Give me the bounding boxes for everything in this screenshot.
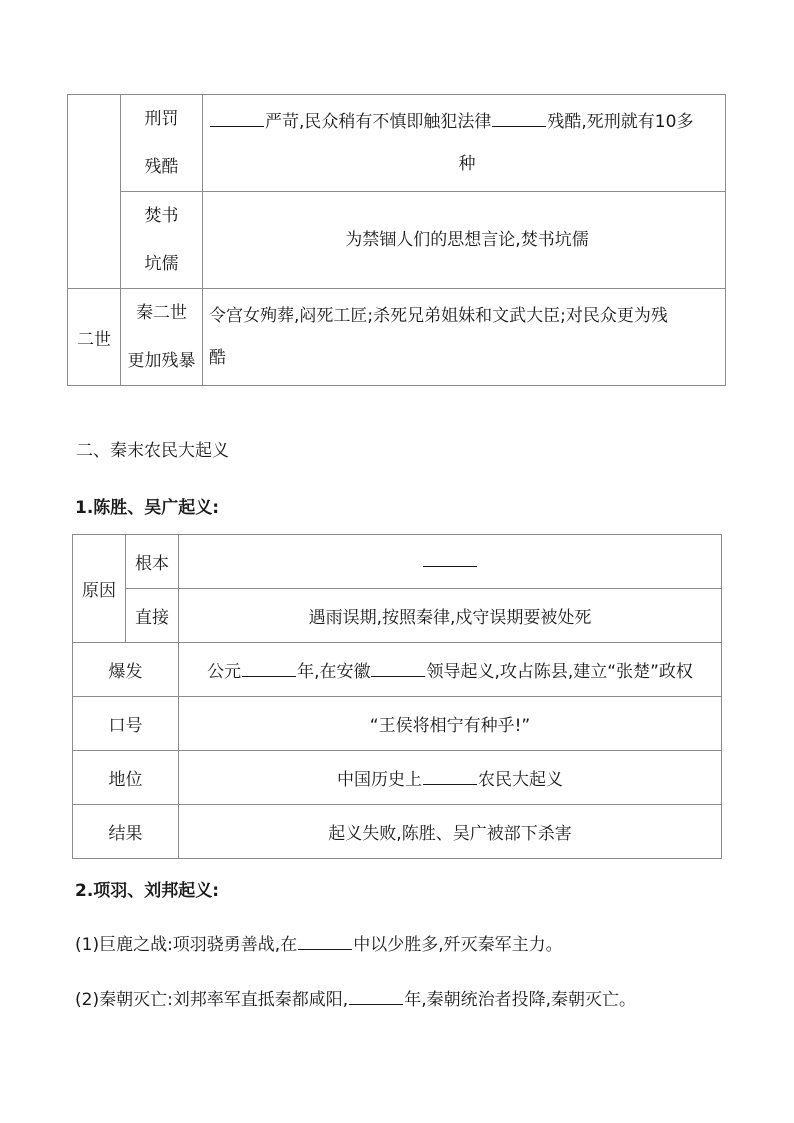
row-sub-label: 秦二世 更加残暴: [121, 289, 203, 386]
table-row: [73, 805, 722, 859]
subsection-title: 1.陈胜、吴广起义:: [75, 498, 220, 518]
section-title: 二、秦末农民大起义: [76, 441, 229, 461]
fill-blank: [210, 112, 264, 127]
qin-policy-table: [67, 94, 726, 386]
table-row: [68, 95, 726, 192]
status-label: 地位: [73, 751, 179, 805]
direct-value: 遇雨误期,按照秦律,戍守误期要被处死: [179, 589, 722, 643]
direct-label: 直接: [126, 589, 179, 643]
fill-blank: [242, 662, 296, 677]
row-content: 为禁锢人们的思想言论,焚书坑儒: [203, 192, 726, 289]
outbreak-label: 爆发: [73, 643, 179, 697]
table-row: [73, 643, 722, 697]
fill-blank: [423, 552, 477, 567]
list-item: (2)秦朝灭亡:刘邦率军直抵秦都咸阳, 年,秦朝统治者投降,秦朝灭亡。: [75, 990, 637, 1010]
uprising-table: [72, 534, 722, 859]
row-sub-label: 刑罚 残酷: [121, 95, 203, 192]
list-item: (1)巨鹿之战:项羽骁勇善战,在 中以少胜多,歼灭秦军主力。: [75, 935, 563, 955]
table-row: [73, 697, 722, 751]
table-row: [73, 535, 722, 589]
fill-blank: [423, 770, 477, 785]
table-row: [73, 751, 722, 805]
root-value: [179, 535, 722, 589]
outbreak-value: 公元 年,在安徽 领导起义,攻占陈县,建立“张楚”政权: [179, 643, 722, 697]
result-label: 结果: [73, 805, 179, 859]
cause-label: 原因: [73, 535, 126, 643]
fill-blank: [298, 935, 352, 950]
slogan-label: 口号: [73, 697, 179, 751]
row-content: 严苛,民众稍有不慎即触犯法律 残酷,死刑就有10多 种: [203, 95, 726, 192]
fill-blank: [371, 662, 425, 677]
subsection-title: 2.项羽、刘邦起义:: [75, 881, 220, 901]
table-row: [73, 589, 722, 643]
fill-blank: [492, 112, 546, 127]
table-row: [68, 192, 726, 289]
result-value: 起义失败,陈胜、吴广被部下杀害: [179, 805, 722, 859]
row-content: 令宫女殉葬,闷死工匠;杀死兄弟姐妹和文武大臣;对民众更为残 酷: [203, 289, 726, 386]
row-label: 二世: [68, 289, 121, 386]
table-row: [68, 289, 726, 386]
status-value: 中国历史上 农民大起义: [179, 751, 722, 805]
root-label: 根本: [126, 535, 179, 589]
row-sub-label: 焚书 坑儒: [121, 192, 203, 289]
empty-label-cell: [68, 95, 121, 289]
fill-blank: [349, 990, 403, 1005]
slogan-value: “王侯将相宁有种乎!”: [179, 697, 722, 751]
